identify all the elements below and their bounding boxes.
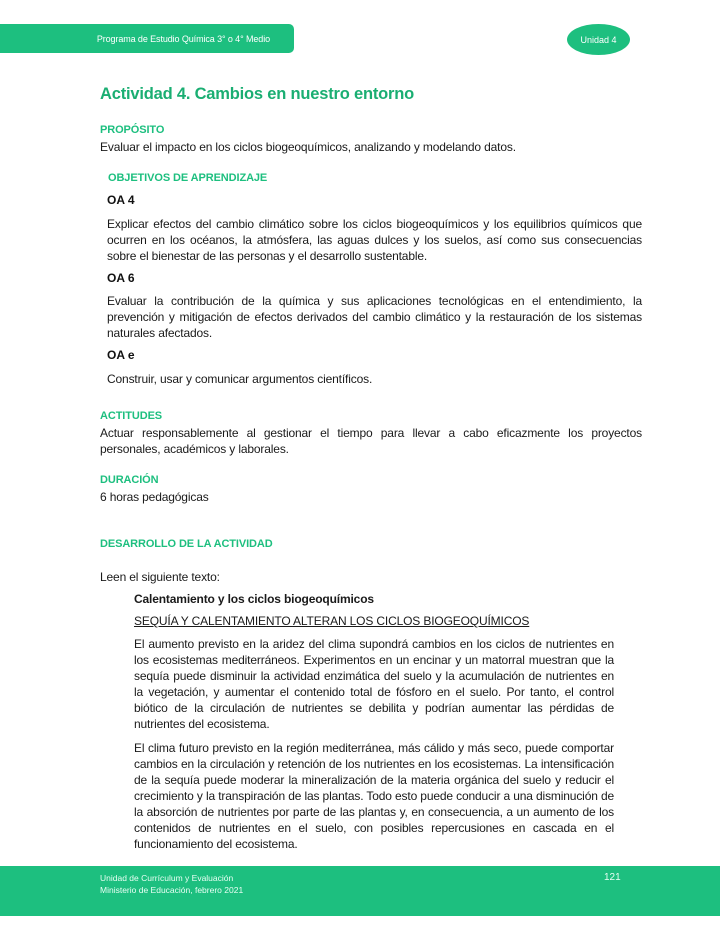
reading-paragraph: El clima futuro previsto en la región mediterránea, más cálido y más seco, puede comportar cambios en la circulación y retención de los nutrientes en los ecosistemas. La intensificación de la sequía puede moderar la mineralización de la materia orgánica del suelo y reducir el crecimiento y la transpiración de las plantas. Todo esto puede conducir a una disminución de la absorción de nutrientes por parte de las plantas y, en consecuencia, a un aumento de los contenidos de nutrientes en el suelo, con posibles repercusiones en cascada en el funcionamiento del ecosistema. [134,741,614,851]
development-heading: DESARROLLO DE LA ACTIVIDAD [100,538,273,550]
objective-text: Evaluar la contribución de la química y sus aplicaciones tecnológicas en el entendimiento, la prevención y mitigación de efectos derivados del cambio climático y la restauración de los sistemas naturales afectados. [107,294,642,340]
purpose-heading: PROPÓSITO [100,124,165,136]
reading-paragraph: El aumento previsto en la aridez del clima supondrá cambios en los ciclos de nutrientes en los ecosistemas mediterráneos. Experimentos en un encinar y un matorral muestran que la sequía puede disminuir la actividad enzimática del suelo y la acumulación de nutrientes en la vegetación, y aumentar el contenido total de fósforo en el suelo. Por tanto, el control biótico de la circulación de nutrientes se debilita y podrían aumentar las pérdidas de nutrientes del ecosistema. [134,637,614,731]
program-header-bar [0,24,294,53]
footer-credits [100,872,243,896]
purpose-text: Evaluar el impacto en los ciclos biogeoquímicos, analizando y modelando datos. [100,140,516,154]
objectives-heading: OBJETIVOS DE APRENDIZAJE [108,172,268,184]
attitudes-heading: ACTITUDES [100,410,163,422]
duration-text: 6 horas pedagógicas [100,490,209,504]
objective-code: OA 4 [107,193,135,207]
footer-line-1: Unidad de Currículum y Evaluación [100,873,234,883]
objective-text: Construir, usar y comunicar argumentos científicos. [107,372,373,386]
page-number: 121 [604,872,621,883]
reading-subtitle: SEQUÍA Y CALENTAMIENTO ALTERAN LOS CICLOS BIOGEOQUÍMICOS [134,614,530,628]
program-title: Programa de Estudio Química 3° o 4° Medio [96,33,270,44]
reading-intro: Leen el siguiente texto: [100,570,220,584]
attitudes-text: Actuar responsablemente al gestionar el tiempo para llevar a cabo eficazmente los proyectos personales, académicos y laborales. [100,426,642,456]
reading-title: Calentamiento y los ciclos biogeoquímicos [134,592,374,606]
footer-line-2: Ministerio de Educación, febrero 2021 [100,885,244,895]
unit-badge: Unidad 4 [567,24,630,55]
objective-code: OA e [107,348,135,362]
objective-text: Explicar efectos del cambio climático sobre los ciclos biogeoquímicos y los equilibrios químicos que ocurren en los océanos, la atmósfera, las aguas dulces y los suelos, así como sus consecuencias sobre el bienestar de las personas y el desarrollo sustentable. [107,217,642,263]
objective-code: OA 6 [107,271,135,285]
activity-title: Actividad 4. Cambios en nuestro entorno [100,85,414,103]
duration-heading: DURACIÓN [100,474,159,486]
